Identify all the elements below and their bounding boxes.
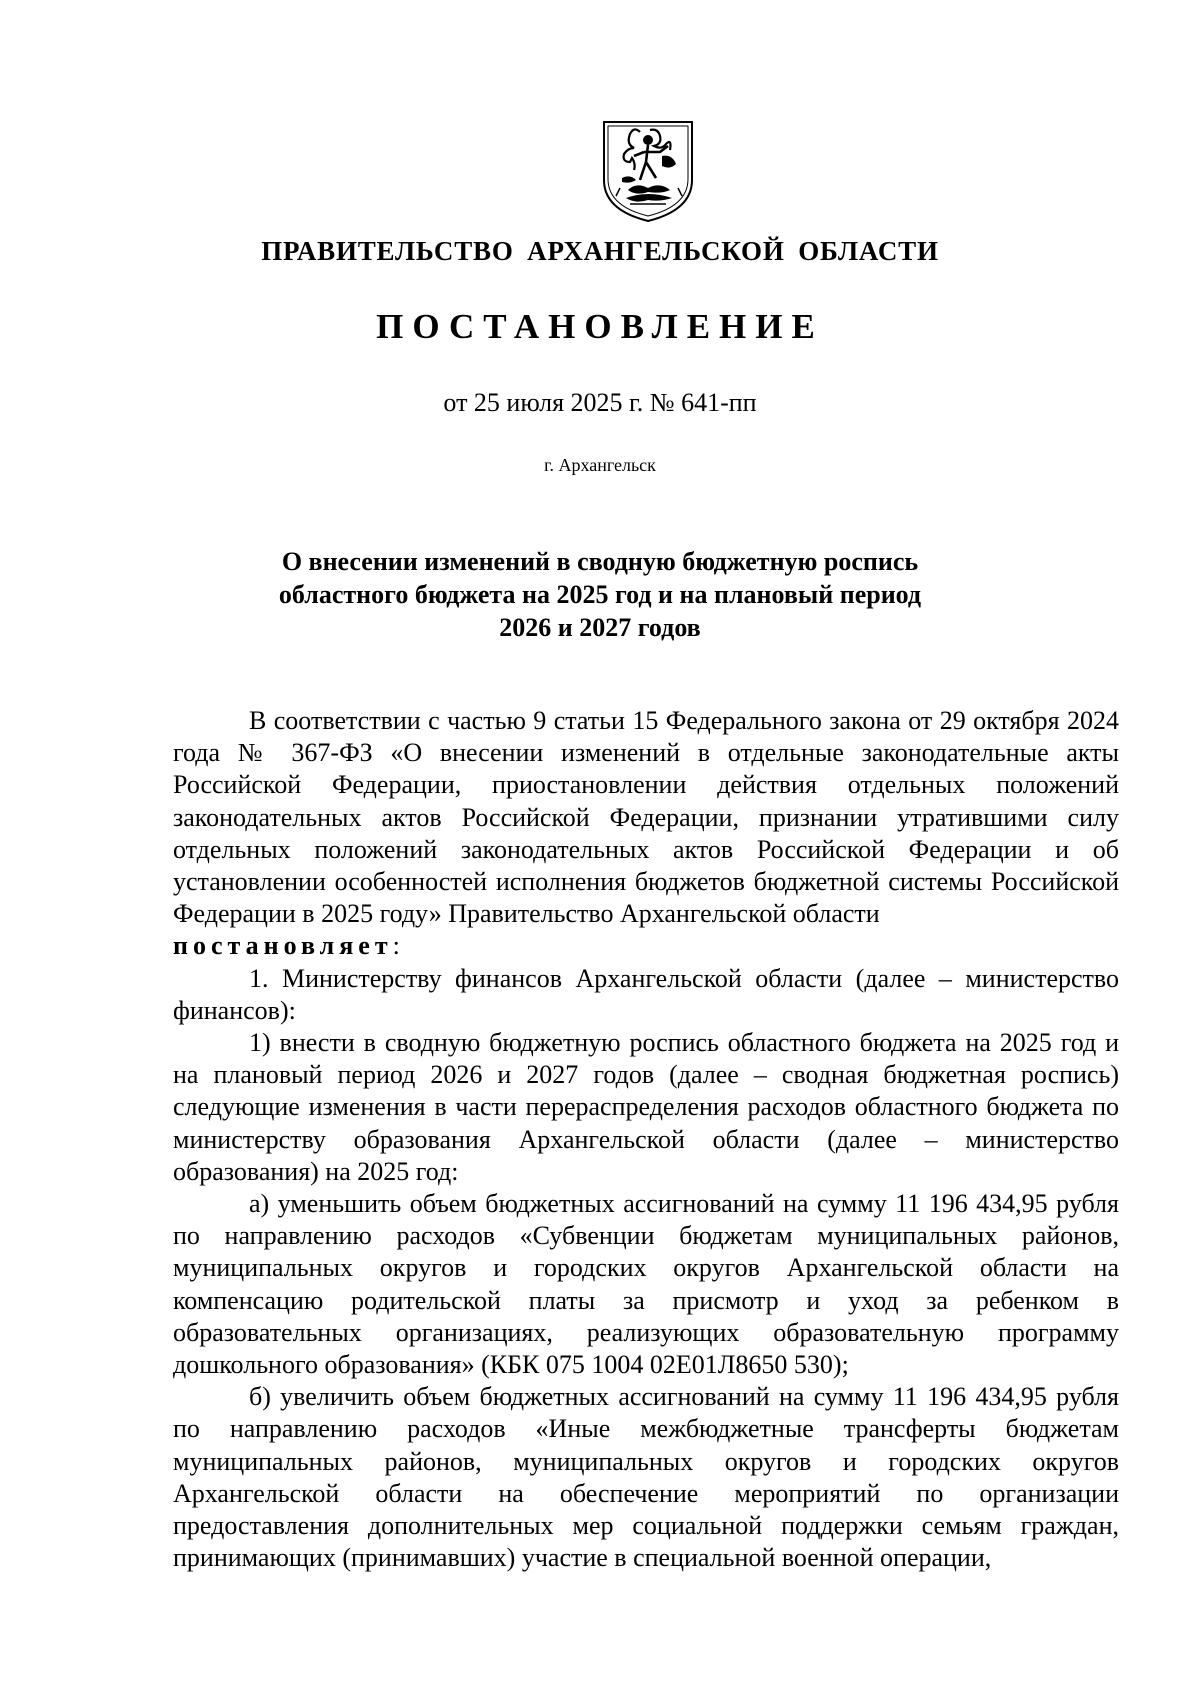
resolves-word: постановляет — [173, 931, 393, 961]
document-city: г. Архангельск — [544, 455, 656, 475]
resolves-colon: : — [392, 931, 400, 961]
resolves-line — [173, 930, 1119, 962]
item-1-1-paragraph: 1) внести в сводную бюджетную роспись областного бюджета на 2025 год и на плановый период 2026 и 2027 годов (далее – сводная бюджетная роспись) следующие изменения в части перераспределения расходов областного бюджета по министерству образования Архангельской области (далее – министерство образования) на 2025 год: — [173, 1028, 1119, 1186]
item-1-paragraph: 1. Министерству финансов Архангельской области (далее – министерство финансов): — [173, 963, 1119, 1025]
title-line: О внесении изменений в сводную бюджетную роспись — [281, 547, 919, 576]
title-line: областного бюджета на 2025 год и на плановый период — [278, 580, 922, 609]
document-date-number: от 25 июля 2025 г. № 641-пп — [443, 388, 757, 417]
item-a-paragraph: а) уменьшить объем бюджетных ассигнований на сумму 11 196 434,95 рубля по направлению расходов «Субвенции бюджетам муниципальных районов, муниципальных округов и городских округов Архангельской области на компенсацию родительской платы за присмотр и уход за ребенком в образовательных организациях, реализующих образовательную программу дошкольного образования» (КБК 075 1004 02Е01Л8650 530); — [173, 1189, 1119, 1380]
document-body — [173, 705, 1119, 1574]
document-type: ПОСТАНОВЛЕНИЕ — [376, 307, 824, 346]
document-title — [0, 545, 1200, 644]
title-line: 2026 и 2027 годов — [499, 613, 701, 642]
coat-of-arms-emblem — [600, 118, 696, 224]
preamble-paragraph: В соответствии с частью 9 статьи 15 Федерального закона от 29 октября 2024 года № 367-ФЗ «О внесении изменений в отдельные законодательные акты Российской Федерации, приостановлении действия отдельных положений законодательных актов Российской Федерации, признании утратившими силу отдельных положений законодательных актов Российской Федерации и об установлении особенностей исполнения бюджетов бюджетной системы Российской Федерации в 2025 году» Правительство Архангельской области — [173, 706, 1119, 929]
organization-name: ПРАВИТЕЛЬСТВО АРХАНГЕЛЬСКОЙ ОБЛАСТИ — [261, 236, 939, 266]
item-b-paragraph: б) увеличить объем бюджетных ассигнований на сумму 11 196 434,95 рубля по направлению расходов «Иные межбюджетные трансферты бюджетам муниципальных районов, муниципальных округов и городских округов Архангельской области на обеспечение мероприятий по организации предоставления дополнительных мер социальной поддержки семьям граждан, принимающих (принимавших) участие в специальной военной операции, — [173, 1382, 1119, 1573]
